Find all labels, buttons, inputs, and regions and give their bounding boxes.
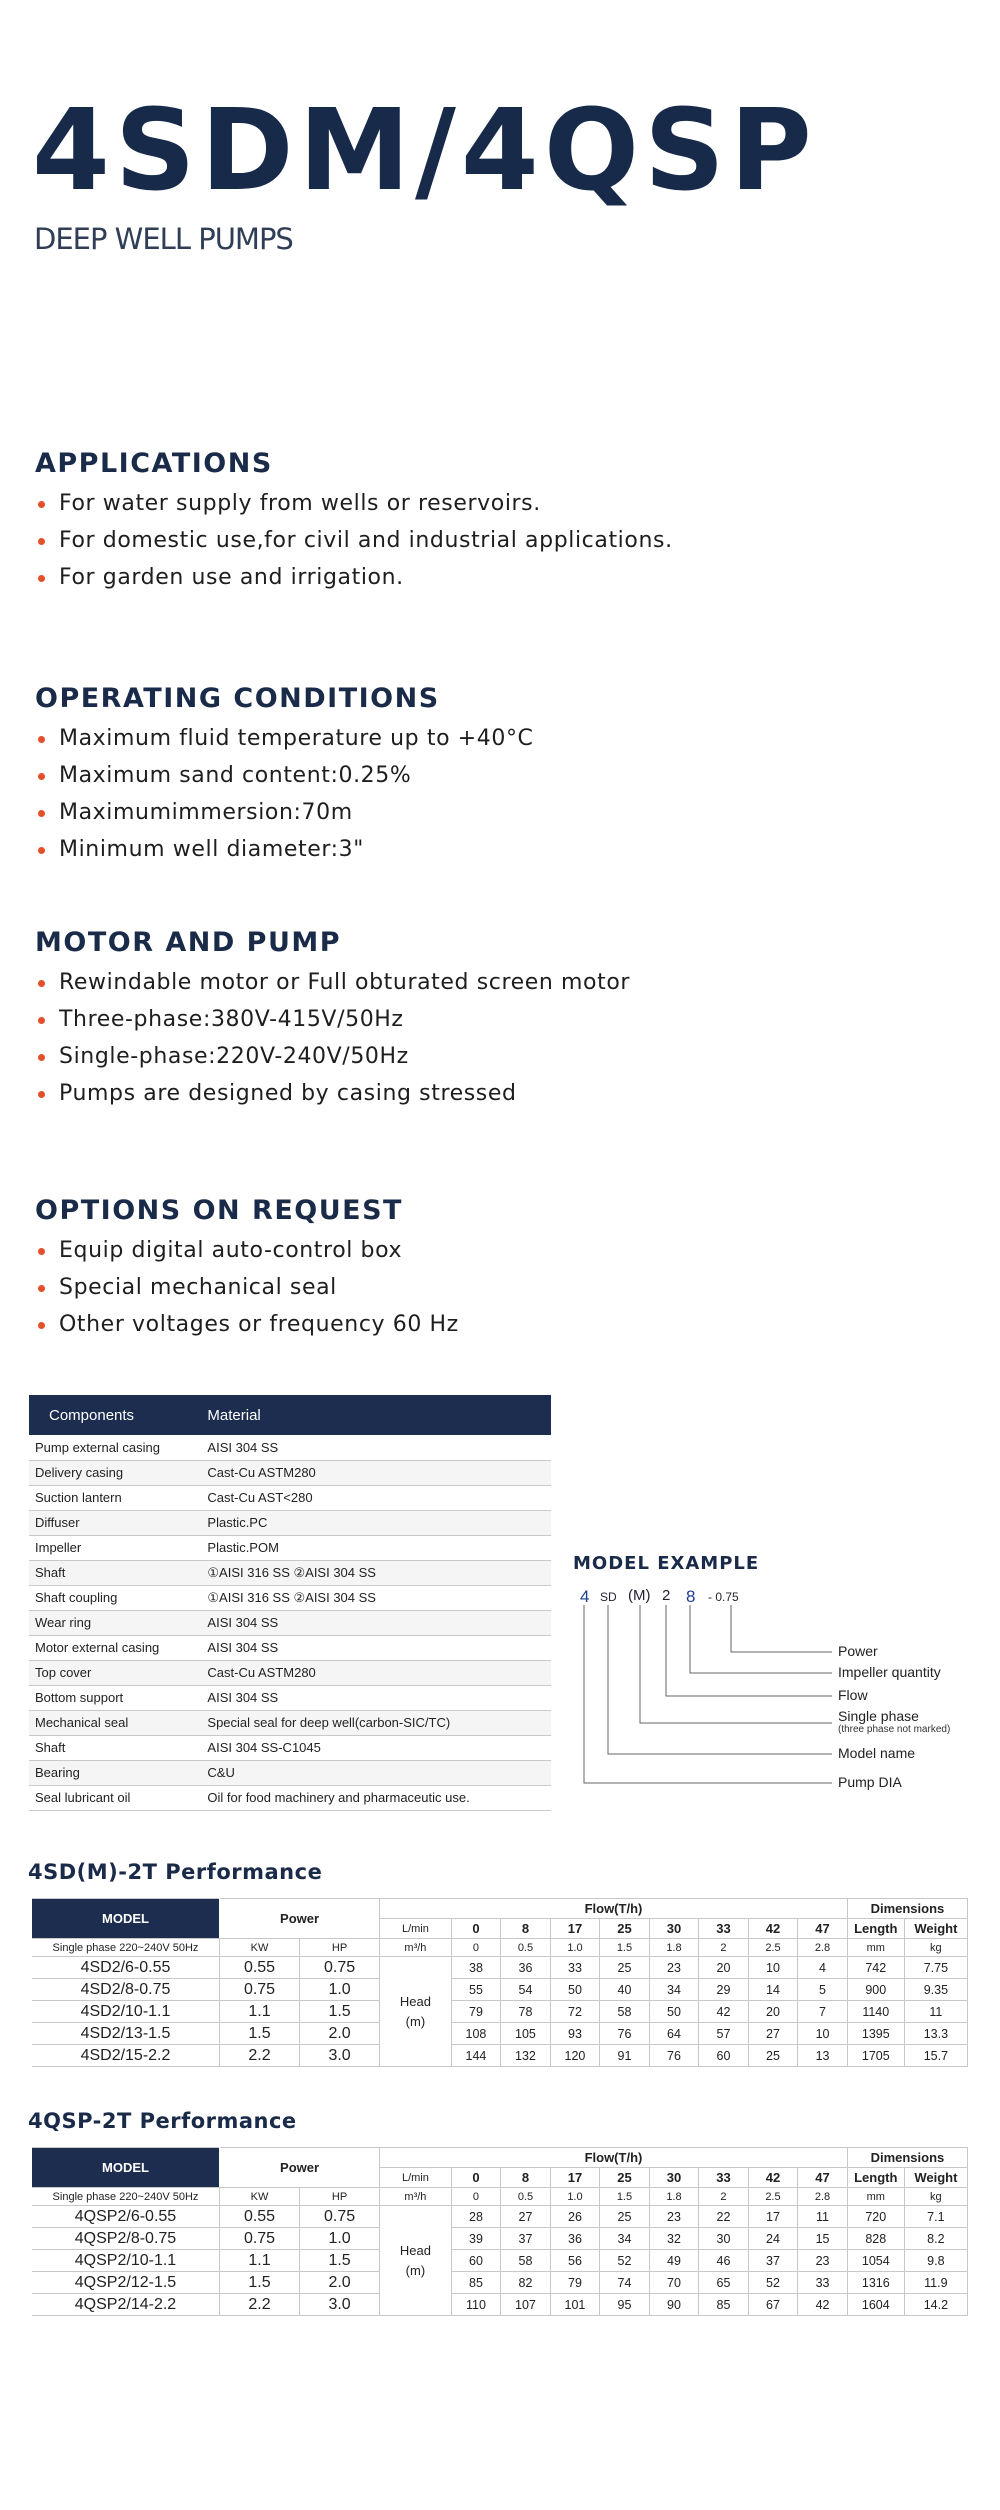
flow-header: Flow(T/h) bbox=[380, 2148, 848, 2168]
component-cell: Top cover bbox=[29, 1660, 199, 1685]
bullet-item: Minimum well diameter:3" bbox=[35, 831, 534, 868]
head-value-cell: 42 bbox=[798, 2294, 848, 2316]
flow-m3h-cell: 0 bbox=[451, 2188, 501, 2206]
head-label bbox=[380, 1957, 452, 2067]
head-value-cell: 58 bbox=[600, 2001, 650, 2023]
flow-m3h-cell: 2.8 bbox=[798, 1939, 848, 1957]
section-title: APPLICATIONS bbox=[35, 448, 273, 479]
flow-header: Flow(T/h) bbox=[380, 1899, 848, 1919]
flow-m3h-cell: 1.5 bbox=[600, 1939, 650, 1957]
head-value-cell: 23 bbox=[798, 2250, 848, 2272]
perf-table-4qsp bbox=[32, 2147, 968, 2316]
label-power: Power bbox=[838, 1643, 878, 1659]
lmin-label: L/min bbox=[380, 2168, 452, 2188]
head-value-cell: 52 bbox=[748, 2272, 798, 2294]
flow-m3h-cell: 1.8 bbox=[649, 1939, 699, 1957]
hp-cell: 2.0 bbox=[300, 2023, 380, 2045]
hp-cell: 1.0 bbox=[300, 2228, 380, 2250]
head-value-cell: 7 bbox=[798, 2001, 848, 2023]
weight-cell: 9.35 bbox=[904, 1979, 967, 2001]
m3h-label: m³/h bbox=[380, 2188, 452, 2206]
hp-cell: 2.0 bbox=[300, 2272, 380, 2294]
dimensions-header: Dimensions bbox=[847, 1899, 967, 1919]
head-value-cell: 65 bbox=[699, 2272, 749, 2294]
component-cell: Suction lantern bbox=[29, 1485, 199, 1510]
bullet-item: Rewindable motor or Full obturated screen motor bbox=[35, 964, 630, 1001]
head-value-cell: 32 bbox=[649, 2228, 699, 2250]
head-value-cell: 108 bbox=[451, 2023, 501, 2045]
hp-cell: 3.0 bbox=[300, 2294, 380, 2316]
head-value-cell: 34 bbox=[600, 2228, 650, 2250]
section-title: OPERATING CONDITIONS bbox=[35, 683, 440, 714]
head-value-cell: 91 bbox=[600, 2045, 650, 2067]
head-value-cell: 60 bbox=[699, 2045, 749, 2067]
component-cell: Bearing bbox=[29, 1760, 199, 1785]
head-value-cell: 25 bbox=[600, 2206, 650, 2228]
head-value-cell: 42 bbox=[699, 2001, 749, 2023]
head-value-cell: 39 bbox=[451, 2228, 501, 2250]
model-cell: 4SD2/10-1.1 bbox=[32, 2001, 219, 2023]
model-cell: 4SD2/13-1.5 bbox=[32, 2023, 219, 2045]
weight-cell: 11 bbox=[904, 2001, 967, 2023]
hp-unit: HP bbox=[300, 2188, 380, 2206]
phase-label: Single phase 220~240V 50Hz bbox=[32, 1939, 219, 1957]
head-value-cell: 25 bbox=[748, 2045, 798, 2067]
code-part-model: SD bbox=[600, 1590, 617, 1604]
model-cell: 4QSP2/8-0.75 bbox=[32, 2228, 219, 2250]
flow-m3h-cell: 1.5 bbox=[600, 2188, 650, 2206]
length-cell: 1395 bbox=[847, 2023, 904, 2045]
material-cell: Cast-Cu ASTM280 bbox=[199, 1660, 551, 1685]
components-header: Components bbox=[29, 1395, 199, 1435]
lmin-label: L/min bbox=[380, 1919, 452, 1939]
flow-lmin-cell: 8 bbox=[501, 2168, 551, 2188]
bullet-item: Pumps are designed by casing stressed bbox=[35, 1075, 630, 1112]
bullet-item: For garden use and irrigation. bbox=[35, 559, 673, 596]
head-value-cell: 60 bbox=[451, 2250, 501, 2272]
flow-lmin-cell: 42 bbox=[748, 2168, 798, 2188]
head-value-cell: 27 bbox=[748, 2023, 798, 2045]
kw-cell: 0.75 bbox=[219, 2228, 299, 2250]
bullet-item: Three-phase:380V-415V/50Hz bbox=[35, 1001, 630, 1038]
head-value-cell: 11 bbox=[798, 2206, 848, 2228]
kg-unit: kg bbox=[904, 2188, 967, 2206]
power-header: Power bbox=[219, 2148, 379, 2188]
material-cell: ①AISI 316 SS ②AISI 304 SS bbox=[199, 1585, 551, 1610]
flow-m3h-cell: 0.5 bbox=[501, 1939, 551, 1957]
hp-cell: 0.75 bbox=[300, 1957, 380, 1979]
flow-lmin-cell: 33 bbox=[699, 1919, 749, 1939]
material-cell: Oil for food machinery and pharmaceutic use. bbox=[199, 1785, 551, 1810]
material-cell: ①AISI 316 SS ②AISI 304 SS bbox=[199, 1560, 551, 1585]
component-cell: Impeller bbox=[29, 1535, 199, 1560]
flow-lmin-cell: 47 bbox=[798, 2168, 848, 2188]
head-value-cell: 33 bbox=[798, 2272, 848, 2294]
material-cell: Plastic.PC bbox=[199, 1510, 551, 1535]
bullet-item: Equip digital auto-control box bbox=[35, 1232, 459, 1269]
head-value-cell: 36 bbox=[501, 1957, 551, 1979]
head-value-cell: 107 bbox=[501, 2294, 551, 2316]
head-value-cell: 10 bbox=[798, 2023, 848, 2045]
kw-cell: 1.5 bbox=[219, 2023, 299, 2045]
table-row bbox=[32, 2228, 968, 2250]
kg-unit: kg bbox=[904, 1939, 967, 1957]
head-value-cell: 95 bbox=[600, 2294, 650, 2316]
mm-unit: mm bbox=[847, 2188, 904, 2206]
length-cell: 1705 bbox=[847, 2045, 904, 2067]
flow-lmin-cell: 42 bbox=[748, 1919, 798, 1939]
component-cell: Wear ring bbox=[29, 1610, 199, 1635]
flow-m3h-cell: 2.8 bbox=[798, 2188, 848, 2206]
material-cell: AISI 304 SS bbox=[199, 1435, 551, 1460]
component-cell: Shaft bbox=[29, 1560, 199, 1585]
head-value-cell: 74 bbox=[600, 2272, 650, 2294]
length-header: Length bbox=[847, 2168, 904, 2188]
head-value-cell: 58 bbox=[501, 2250, 551, 2272]
weight-header: Weight bbox=[904, 2168, 967, 2188]
flow-m3h-cell: 2 bbox=[699, 1939, 749, 1957]
head-value-cell: 85 bbox=[699, 2294, 749, 2316]
head-value-cell: 10 bbox=[748, 1957, 798, 1979]
head-value-cell: 37 bbox=[748, 2250, 798, 2272]
length-cell: 720 bbox=[847, 2206, 904, 2228]
flow-lmin-cell: 0 bbox=[451, 2168, 501, 2188]
kw-unit: KW bbox=[219, 2188, 299, 2206]
model-header: MODEL bbox=[32, 2148, 219, 2188]
material-cell: Cast-Cu AST<280 bbox=[199, 1485, 551, 1510]
kw-unit: KW bbox=[219, 1939, 299, 1957]
head-value-cell: 70 bbox=[649, 2272, 699, 2294]
component-cell: Motor external casing bbox=[29, 1635, 199, 1660]
head-value-cell: 5 bbox=[798, 1979, 848, 2001]
weight-cell: 7.1 bbox=[904, 2206, 967, 2228]
head-value-cell: 30 bbox=[699, 2228, 749, 2250]
head-value-cell: 27 bbox=[501, 2206, 551, 2228]
flow-m3h-cell: 0.5 bbox=[501, 2188, 551, 2206]
flow-lmin-cell: 33 bbox=[699, 2168, 749, 2188]
bullet-item: Special mechanical seal bbox=[35, 1269, 459, 1306]
material-cell: Cast-Cu ASTM280 bbox=[199, 1460, 551, 1485]
head-value-cell: 26 bbox=[550, 2206, 600, 2228]
head-value-cell: 50 bbox=[649, 2001, 699, 2023]
head-value-cell: 67 bbox=[748, 2294, 798, 2316]
head-value-cell: 50 bbox=[550, 1979, 600, 2001]
model-cell: 4QSP2/10-1.1 bbox=[32, 2250, 219, 2272]
hp-cell: 1.5 bbox=[300, 2250, 380, 2272]
head-value-cell: 79 bbox=[550, 2272, 600, 2294]
units-row bbox=[32, 1939, 968, 1957]
head-value-cell: 110 bbox=[451, 2294, 501, 2316]
label-flow: Flow bbox=[838, 1687, 868, 1703]
head-value-cell: 23 bbox=[649, 2206, 699, 2228]
head-value-cell: 33 bbox=[550, 1957, 600, 1979]
material-cell: AISI 304 SS bbox=[199, 1610, 551, 1635]
component-cell: Diffuser bbox=[29, 1510, 199, 1535]
flow-m3h-cell: 0 bbox=[451, 1939, 501, 1957]
flow-m3h-cell: 2.5 bbox=[748, 2188, 798, 2206]
head-value-cell: 38 bbox=[451, 1957, 501, 1979]
length-cell: 1604 bbox=[847, 2294, 904, 2316]
mm-unit: mm bbox=[847, 1939, 904, 1957]
perf-title-4sd: 4SD(M)-2T Performance bbox=[28, 1860, 323, 1884]
head-value-cell: 82 bbox=[501, 2272, 551, 2294]
units-row bbox=[32, 2188, 968, 2206]
table-row bbox=[32, 2001, 968, 2023]
head-value-cell: 34 bbox=[649, 1979, 699, 2001]
kw-cell: 0.55 bbox=[219, 1957, 299, 1979]
weight-header: Weight bbox=[904, 1919, 967, 1939]
length-cell: 742 bbox=[847, 1957, 904, 1979]
flow-m3h-cell: 2 bbox=[699, 2188, 749, 2206]
weight-cell: 15.7 bbox=[904, 2045, 967, 2067]
component-cell: Seal lubricant oil bbox=[29, 1785, 199, 1810]
kw-cell: 1.5 bbox=[219, 2272, 299, 2294]
model-cell: 4SD2/6-0.55 bbox=[32, 1957, 219, 1979]
perf-title-4qsp: 4QSP-2T Performance bbox=[28, 2109, 297, 2133]
component-cell: Bottom support bbox=[29, 1685, 199, 1710]
weight-cell: 13.3 bbox=[904, 2023, 967, 2045]
head-value-cell: 17 bbox=[748, 2206, 798, 2228]
material-cell: AISI 304 SS-C1045 bbox=[199, 1735, 551, 1760]
kw-cell: 1.1 bbox=[219, 2001, 299, 2023]
model-cell: 4SD2/15-2.2 bbox=[32, 2045, 219, 2067]
head-value-cell: 132 bbox=[501, 2045, 551, 2067]
flow-lmin-cell: 8 bbox=[501, 1919, 551, 1939]
head-value-cell: 144 bbox=[451, 2045, 501, 2067]
hp-unit: HP bbox=[300, 1939, 380, 1957]
head-value-cell: 22 bbox=[699, 2206, 749, 2228]
hp-cell: 3.0 bbox=[300, 2045, 380, 2067]
m3h-label: m³/h bbox=[380, 1939, 452, 1957]
head-label bbox=[380, 2206, 452, 2316]
head-value-cell: 46 bbox=[699, 2250, 749, 2272]
bullet-item: Maximum sand content:0.25% bbox=[35, 757, 534, 794]
material-cell: C&U bbox=[199, 1760, 551, 1785]
label-pump-dia: Pump DIA bbox=[838, 1774, 902, 1790]
head-value-cell: 64 bbox=[649, 2023, 699, 2045]
flow-m3h-cell: 1.0 bbox=[550, 2188, 600, 2206]
length-cell: 1054 bbox=[847, 2250, 904, 2272]
table-row bbox=[32, 2045, 968, 2067]
code-part-dia: 4 bbox=[580, 1587, 590, 1606]
kw-cell: 0.55 bbox=[219, 2206, 299, 2228]
table-row bbox=[32, 2250, 968, 2272]
flow-lmin-cell: 30 bbox=[649, 1919, 699, 1939]
head-value-cell: 78 bbox=[501, 2001, 551, 2023]
weight-cell: 11.9 bbox=[904, 2272, 967, 2294]
component-cell: Shaft coupling bbox=[29, 1585, 199, 1610]
head-value-cell: 29 bbox=[699, 1979, 749, 2001]
material-cell: Special seal for deep well(carbon-SIC/TC) bbox=[199, 1710, 551, 1735]
component-cell: Mechanical seal bbox=[29, 1710, 199, 1735]
label-single-phase: Single phase bbox=[838, 1708, 919, 1724]
component-cell: Delivery casing bbox=[29, 1460, 199, 1485]
hp-cell: 1.5 bbox=[300, 2001, 380, 2023]
hp-cell: 1.0 bbox=[300, 1979, 380, 2001]
head-value-cell: 49 bbox=[649, 2250, 699, 2272]
bullet-item: Maximum fluid temperature up to +40°C bbox=[35, 720, 534, 757]
head-value-cell: 4 bbox=[798, 1957, 848, 1979]
table-row bbox=[32, 2206, 968, 2228]
label-model-name: Model name bbox=[838, 1745, 916, 1761]
bullet-item: For domestic use,for civil and industrial applications. bbox=[35, 522, 673, 559]
code-part-power: - 0.75 bbox=[708, 1590, 739, 1604]
bullet-item: For water supply from wells or reservoirs. bbox=[35, 485, 673, 522]
head-value-cell: 40 bbox=[600, 1979, 650, 2001]
head-value-cell: 14 bbox=[748, 1979, 798, 2001]
head-value-cell: 76 bbox=[649, 2045, 699, 2067]
material-header: Material bbox=[199, 1395, 551, 1435]
model-cell: 4QSP2/6-0.55 bbox=[32, 2206, 219, 2228]
material-cell: AISI 304 SS bbox=[199, 1685, 551, 1710]
bullet-item: Other voltages or frequency 60 Hz bbox=[35, 1306, 459, 1343]
flow-m3h-cell: 1.8 bbox=[649, 2188, 699, 2206]
head-value-cell: 25 bbox=[600, 1957, 650, 1979]
phase-label: Single phase 220~240V 50Hz bbox=[32, 2188, 219, 2206]
model-cell: 4QSP2/14-2.2 bbox=[32, 2294, 219, 2316]
head-value-cell: 120 bbox=[550, 2045, 600, 2067]
head-value-cell: 55 bbox=[451, 1979, 501, 2001]
kw-cell: 2.2 bbox=[219, 2294, 299, 2316]
flow-lmin-cell: 17 bbox=[550, 2168, 600, 2188]
label-impeller-quantity: Impeller quantity bbox=[838, 1664, 941, 1680]
table-row bbox=[32, 2272, 968, 2294]
weight-cell: 9.8 bbox=[904, 2250, 967, 2272]
dimensions-header: Dimensions bbox=[847, 2148, 967, 2168]
code-part-flow: 2 bbox=[662, 1587, 671, 1604]
flow-lmin-cell: 30 bbox=[649, 2168, 699, 2188]
length-header: Length bbox=[847, 1919, 904, 1939]
component-cell: Pump external casing bbox=[29, 1435, 199, 1460]
bullet-item: Single-phase:220V-240V/50Hz bbox=[35, 1038, 630, 1075]
table-row bbox=[32, 1957, 968, 1979]
length-cell: 1316 bbox=[847, 2272, 904, 2294]
head-value-cell: 56 bbox=[550, 2250, 600, 2272]
material-cell: Plastic.POM bbox=[199, 1535, 551, 1560]
head-value-cell: 13 bbox=[798, 2045, 848, 2067]
head-text: Head bbox=[399, 2242, 431, 2258]
model-example-title: MODEL EXAMPLE bbox=[573, 1553, 760, 1574]
head-value-cell: 76 bbox=[600, 2023, 650, 2045]
flow-lmin-cell: 17 bbox=[550, 1919, 600, 1939]
section-title: OPTIONS ON REQUEST bbox=[35, 1195, 403, 1226]
head-value-cell: 20 bbox=[699, 1957, 749, 1979]
model-header: MODEL bbox=[32, 1899, 219, 1939]
weight-cell: 14.2 bbox=[904, 2294, 967, 2316]
page-subtitle: DEEP WELL PUMPS bbox=[34, 222, 293, 256]
head-unit: (m) bbox=[405, 2013, 426, 2029]
page-title: 4SDM/4QSP bbox=[32, 86, 817, 216]
head-unit: (m) bbox=[405, 2262, 426, 2278]
component-cell: Shaft bbox=[29, 1735, 199, 1760]
power-header: Power bbox=[219, 1899, 379, 1939]
kw-cell: 1.1 bbox=[219, 2250, 299, 2272]
length-cell: 1140 bbox=[847, 2001, 904, 2023]
head-value-cell: 23 bbox=[649, 1957, 699, 1979]
head-value-cell: 24 bbox=[748, 2228, 798, 2250]
bullet-item: Maximumimmersion:70m bbox=[35, 794, 534, 831]
code-part-impellers: 8 bbox=[686, 1587, 696, 1606]
kw-cell: 2.2 bbox=[219, 2045, 299, 2067]
head-value-cell: 54 bbox=[501, 1979, 551, 2001]
header-row bbox=[32, 1899, 968, 1919]
head-value-cell: 101 bbox=[550, 2294, 600, 2316]
model-cell: 4SD2/8-0.75 bbox=[32, 1979, 219, 2001]
flow-lmin-cell: 25 bbox=[600, 1919, 650, 1939]
table-row bbox=[32, 1979, 968, 2001]
flow-lmin-cell: 25 bbox=[600, 2168, 650, 2188]
hp-cell: 0.75 bbox=[300, 2206, 380, 2228]
head-value-cell: 20 bbox=[748, 2001, 798, 2023]
head-value-cell: 79 bbox=[451, 2001, 501, 2023]
head-value-cell: 90 bbox=[649, 2294, 699, 2316]
head-value-cell: 85 bbox=[451, 2272, 501, 2294]
head-value-cell: 105 bbox=[501, 2023, 551, 2045]
table-row bbox=[32, 2294, 968, 2316]
flow-m3h-cell: 1.0 bbox=[550, 1939, 600, 1957]
head-value-cell: 72 bbox=[550, 2001, 600, 2023]
header-row bbox=[32, 2148, 968, 2168]
section-title: MOTOR AND PUMP bbox=[35, 927, 342, 958]
kw-cell: 0.75 bbox=[219, 1979, 299, 2001]
code-part-phase: (M) bbox=[628, 1587, 651, 1604]
length-cell: 828 bbox=[847, 2228, 904, 2250]
flow-m3h-cell: 2.5 bbox=[748, 1939, 798, 1957]
length-cell: 900 bbox=[847, 1979, 904, 2001]
material-cell: AISI 304 SS bbox=[199, 1635, 551, 1660]
head-text: Head bbox=[399, 1993, 431, 2009]
weight-cell: 7.75 bbox=[904, 1957, 967, 1979]
perf-table-4sd bbox=[32, 1898, 968, 2067]
label-phase-note: (three phase not marked) bbox=[838, 1724, 951, 1735]
head-value-cell: 37 bbox=[501, 2228, 551, 2250]
head-value-cell: 15 bbox=[798, 2228, 848, 2250]
head-value-cell: 57 bbox=[699, 2023, 749, 2045]
head-value-cell: 93 bbox=[550, 2023, 600, 2045]
table-row bbox=[32, 2023, 968, 2045]
weight-cell: 8.2 bbox=[904, 2228, 967, 2250]
flow-lmin-cell: 47 bbox=[798, 1919, 848, 1939]
head-value-cell: 28 bbox=[451, 2206, 501, 2228]
flow-lmin-cell: 0 bbox=[451, 1919, 501, 1939]
head-value-cell: 36 bbox=[550, 2228, 600, 2250]
head-value-cell: 52 bbox=[600, 2250, 650, 2272]
model-cell: 4QSP2/12-1.5 bbox=[32, 2272, 219, 2294]
